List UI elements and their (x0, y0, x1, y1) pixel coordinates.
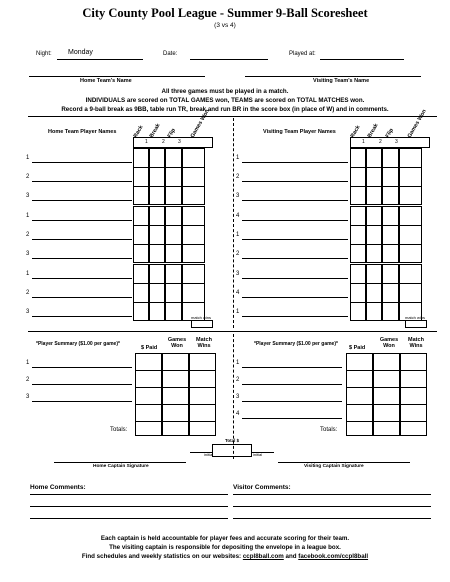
visiting-row-number: 1 (236, 155, 240, 161)
home-captain-label: Home Captain Signature (93, 464, 149, 469)
home-break-header: Break (148, 122, 162, 139)
visiting-player-name-line[interactable] (242, 239, 348, 240)
home-player-name-line[interactable] (32, 200, 132, 201)
home-initial-label: initial (204, 452, 214, 457)
visiting-grid-row-line (350, 225, 422, 226)
home-team-label: Home Team's Name (80, 78, 132, 84)
visiting-paid-header: $ Paid (349, 345, 366, 351)
page-subtitle: (3 vs 4) (214, 22, 236, 29)
visiting-rack-header: Rack (349, 124, 362, 139)
visiting-summary-games-won-cell[interactable] (373, 353, 400, 436)
visiting-player-name-line[interactable] (242, 316, 348, 317)
home-game-score-cell[interactable] (149, 206, 165, 263)
visiting-row-number: 3 (236, 271, 240, 277)
footer-line-2: The visiting captain is responsible for depositing the envelope in a league box. (109, 544, 341, 551)
score-table-top (28, 116, 437, 117)
visiting-summary-row-line (346, 370, 427, 371)
home-grid-row-line (133, 283, 205, 284)
home-player-name-line[interactable] (32, 181, 132, 182)
visiting-summary-name-line[interactable] (242, 384, 342, 385)
footer-and: and (285, 553, 297, 560)
home-game-score-cell[interactable] (133, 264, 149, 321)
home-game-score-cell[interactable] (149, 264, 165, 321)
home-summary-name-line[interactable] (32, 384, 132, 385)
home-match-wins-box[interactable] (191, 320, 213, 328)
home-summary-header: *Player Summary ($1.00 per game)* (36, 341, 120, 347)
home-game-score-cell[interactable] (149, 148, 165, 205)
score-table-divider (233, 118, 234, 328)
home-summary-name-line[interactable] (32, 367, 132, 368)
visiting-totals-label: Totals: (320, 427, 338, 433)
home-row-number: 2 (26, 290, 30, 296)
home-comment-line[interactable] (30, 506, 228, 507)
visiting-player-names-header: Visiting Team Player Names (263, 129, 336, 135)
visiting-summary-row-number: 3 (236, 394, 240, 400)
total-cash-box[interactable] (212, 444, 252, 457)
home-game-num-1: 1 (145, 139, 148, 145)
visiting-player-name-line[interactable] (242, 220, 348, 221)
home-game-num-3: 3 (178, 139, 181, 145)
home-summary-games-won-cell[interactable] (162, 353, 189, 436)
visiting-grid-row-line (350, 186, 422, 187)
visiting-grid-row-line (350, 167, 422, 168)
home-summary-games-won-header: Games Won (167, 337, 187, 349)
visiting-team-line[interactable] (245, 76, 421, 77)
home-comment-line[interactable] (30, 494, 228, 495)
home-grid-row-line (133, 225, 205, 226)
night-line (57, 59, 143, 60)
visiting-row-number: 4 (236, 290, 240, 296)
visiting-flip-header: Flip (384, 127, 395, 139)
home-player-name-line[interactable] (32, 258, 132, 259)
home-games-won-cell[interactable] (182, 206, 205, 263)
visiting-summary-row-line (346, 404, 427, 405)
home-player-name-line[interactable] (32, 278, 132, 279)
home-summary-row-number: 2 (26, 377, 30, 383)
night-value[interactable]: Monday (68, 49, 93, 56)
visiting-grid-row-line (350, 302, 422, 303)
home-summary-match-wins-cell[interactable] (189, 353, 216, 436)
visiting-games-won-cell[interactable] (399, 206, 422, 263)
visiting-summary-games-won-header: Games Won (379, 337, 399, 349)
visiting-summary-name-line[interactable] (242, 367, 342, 368)
visiting-game-score-cell[interactable] (350, 264, 366, 321)
home-summary-row-line (135, 421, 216, 422)
home-row-number: 2 (26, 232, 30, 238)
home-row-number: 3 (26, 251, 30, 257)
visiting-games-won-header: Games Won (406, 108, 428, 139)
visiting-player-name-line[interactable] (242, 200, 348, 201)
visiting-row-number: 4 (236, 213, 240, 219)
visiting-row-number: 3 (236, 193, 240, 199)
visiting-game-score-cell[interactable] (382, 148, 399, 205)
visiting-row-number: 2 (236, 174, 240, 180)
home-game-score-cell[interactable] (165, 264, 182, 321)
home-match-wins-label: match wins (191, 315, 212, 320)
home-paid-header: $ Paid (141, 345, 158, 351)
visiting-break-header: Break (366, 122, 380, 139)
visiting-match-wins-label: match wins (405, 315, 426, 320)
home-games-won-header: Games Won (189, 108, 211, 139)
visiting-initial-label: initial (253, 452, 263, 457)
home-totals-label: Totals: (110, 427, 128, 433)
date-line[interactable] (190, 59, 268, 60)
visiting-row-number: 1 (236, 309, 240, 315)
rule-line-1: All three games must be played in a match. (161, 88, 289, 95)
visitor-comment-line[interactable] (233, 494, 431, 495)
visiting-summary-row-line (346, 387, 427, 388)
home-row-number: 2 (26, 174, 30, 180)
home-summary-match-wins-header: Match Wins (196, 337, 212, 349)
home-flip-header: Flip (166, 127, 177, 139)
home-summary-row-line (135, 370, 216, 371)
rule-line-3: Record a 9-ball break as 9BB, table run TR, break and run BR in the score box (in place of W) and in comments. (61, 106, 389, 113)
rule-line-2: INDIVIDUALS are scored on TOTAL GAMES won, TEAMS are scored on TOTAL MATCHES won. (85, 97, 365, 104)
home-paid-cell[interactable] (135, 353, 162, 436)
visiting-games-won-cell[interactable] (399, 148, 422, 205)
home-player-name-line[interactable] (32, 297, 132, 298)
home-summary-row-number: 3 (26, 394, 30, 400)
visiting-team-label: Visiting Team's Name (313, 78, 370, 84)
home-grid-row-line (133, 302, 205, 303)
visitor-comment-line[interactable] (233, 518, 431, 519)
visiting-captain-line[interactable] (278, 462, 410, 463)
visiting-row-number: 1 (236, 232, 240, 238)
visiting-grid-row-line (350, 283, 422, 284)
home-row-number: 3 (26, 193, 30, 199)
visiting-player-name-line[interactable] (242, 162, 348, 163)
played-at-label: Played at: (289, 51, 316, 57)
home-player-names-header: Home Team Player Names (48, 129, 117, 135)
visiting-game-num-2: 2 (379, 139, 382, 145)
visiting-game-score-cell[interactable] (350, 206, 366, 263)
visiting-summary-row-number: 2 (236, 377, 240, 383)
home-captain-line[interactable] (54, 462, 186, 463)
visiting-paid-cell[interactable] (346, 353, 373, 436)
footer-line-3 (0, 553, 450, 560)
home-comment-line[interactable] (30, 518, 228, 519)
home-game-num-2: 2 (162, 139, 165, 145)
home-game-score-cell[interactable] (165, 206, 182, 263)
visiting-game-score-cell[interactable] (366, 148, 382, 205)
home-game-score-cell[interactable] (133, 148, 149, 205)
home-summary-row-line (135, 404, 216, 405)
website-link[interactable]: ccpl8ball.com (242, 553, 284, 560)
visiting-player-name-line[interactable] (242, 181, 348, 182)
home-player-name-line[interactable] (32, 162, 132, 163)
visiting-games-won-cell[interactable] (399, 264, 422, 321)
visiting-game-score-cell[interactable] (350, 148, 366, 205)
home-comments-label: Home Comments: (30, 484, 86, 491)
home-grid-row-line (133, 167, 205, 168)
footer-line-3-prefix: Find schedules and weekly statistics on our websites: (81, 553, 242, 560)
score-table-bottom (28, 331, 437, 332)
home-summary-row-line (135, 387, 216, 388)
visiting-summary-header: *Player Summary ($1.00 per game)* (254, 341, 338, 347)
night-label: Night: (36, 51, 52, 57)
visiting-player-name-line[interactable] (242, 278, 348, 279)
facebook-link[interactable]: facebook.com/ccpl8ball (298, 553, 369, 560)
visiting-game-num-3: 3 (395, 139, 398, 145)
home-game-score-cell[interactable] (165, 148, 182, 205)
home-player-name-line[interactable] (32, 239, 132, 240)
visitor-comments-label: Visitor Comments: (233, 484, 291, 491)
footer-line-1: Each captain is held accountable for player fees and accurate scoring for their team. (100, 535, 350, 542)
visiting-game-score-cell[interactable] (366, 264, 382, 321)
home-summary-name-line[interactable] (32, 401, 132, 402)
visiting-summary-name-line[interactable] (242, 401, 342, 402)
visiting-summary-match-wins-cell[interactable] (400, 353, 427, 436)
home-game-score-cell[interactable] (133, 206, 149, 263)
home-player-name-line[interactable] (32, 316, 132, 317)
date-label: Date: (163, 51, 178, 57)
visiting-player-name-line[interactable] (242, 258, 348, 259)
home-rack-header: Rack (132, 124, 145, 139)
visiting-grid-row-line (350, 244, 422, 245)
visiting-summary-row-number: 4 (236, 411, 240, 417)
home-games-won-cell[interactable] (182, 264, 205, 321)
visiting-player-name-line[interactable] (242, 297, 348, 298)
visiting-captain-label: Visiting Captain Signature (304, 464, 364, 469)
played-at-line[interactable] (320, 59, 404, 60)
home-grid-row-line (133, 244, 205, 245)
home-games-won-cell[interactable] (182, 148, 205, 205)
total-cash-label: Total $ (225, 438, 240, 443)
home-team-line[interactable] (29, 76, 205, 77)
page-title: City County Pool League - Summer 9-Ball Scoresheet (82, 6, 368, 20)
home-player-name-line[interactable] (32, 220, 132, 221)
visiting-game-score-cell[interactable] (382, 206, 399, 263)
visiting-summary-name-line[interactable] (242, 418, 342, 419)
home-row-number: 1 (26, 271, 30, 277)
home-row-number: 1 (26, 155, 30, 161)
visiting-row-number: 2 (236, 251, 240, 257)
home-row-number: 1 (26, 213, 30, 219)
home-grid-row-line (133, 186, 205, 187)
home-summary-row-number: 1 (26, 360, 30, 366)
visiting-summary-row-number: 1 (236, 360, 240, 366)
visitor-comment-line[interactable] (233, 506, 431, 507)
visiting-match-wins-box[interactable] (405, 320, 427, 328)
visiting-summary-match-wins-header: Match Wins (408, 337, 424, 349)
visiting-game-score-cell[interactable] (382, 264, 399, 321)
visiting-summary-row-line (346, 421, 427, 422)
home-row-number: 3 (26, 309, 30, 315)
visiting-game-num-1: 1 (362, 139, 365, 145)
visiting-game-score-cell[interactable] (366, 206, 382, 263)
